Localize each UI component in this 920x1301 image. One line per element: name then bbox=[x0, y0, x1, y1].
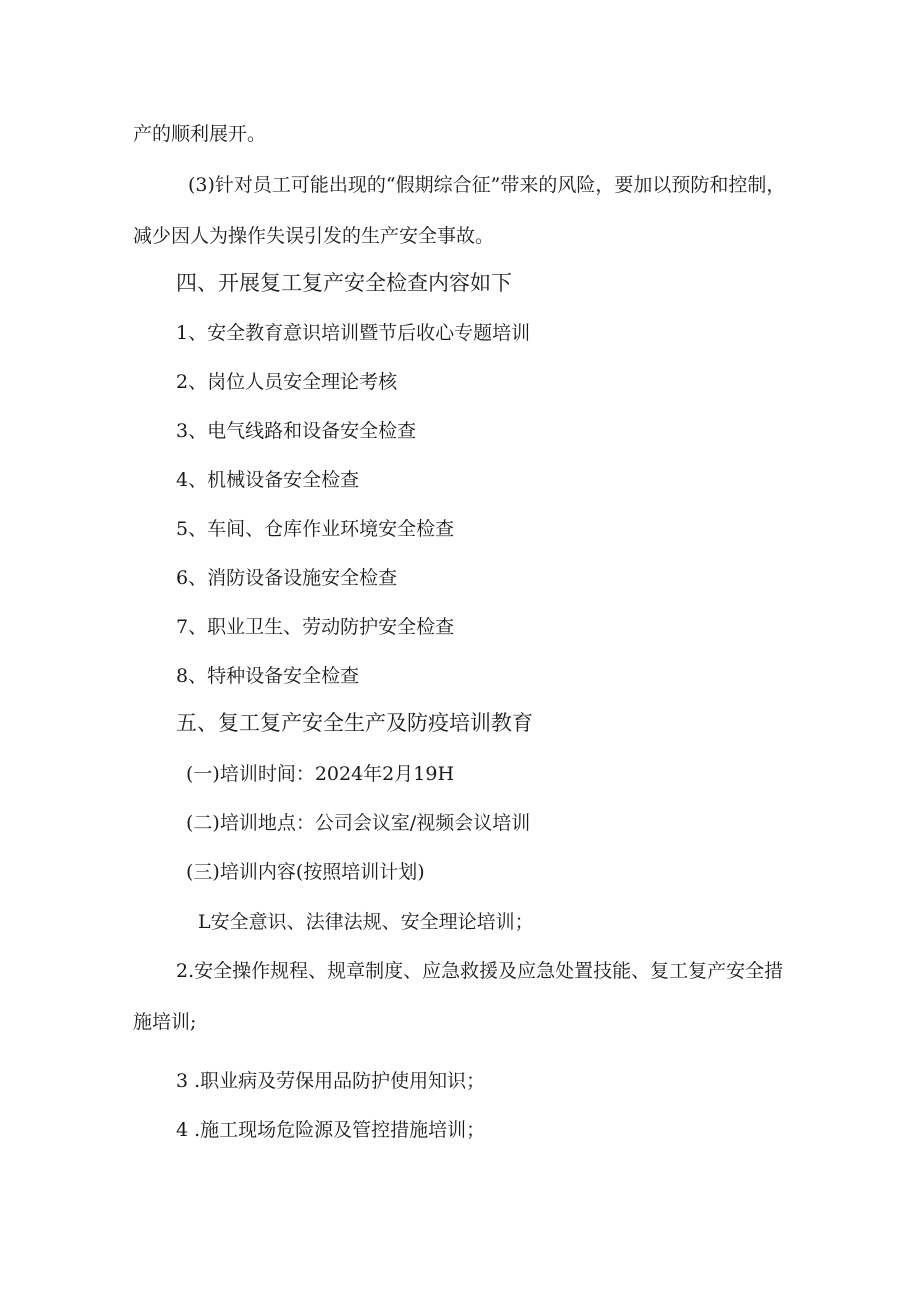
list-item: (三)培训内容(按照培训计划) bbox=[186, 861, 425, 883]
list-item: 2、岗位人员安全理论考核 bbox=[176, 371, 398, 393]
list-item: 7、职业卫生、劳动防护安全检查 bbox=[176, 616, 455, 638]
list-item-continuation: 施培训; bbox=[133, 1011, 197, 1033]
list-item: 4、机械设备安全检查 bbox=[176, 469, 360, 491]
list-item: 8、特种设备安全检查 bbox=[176, 665, 360, 687]
paragraph-line: 减少因人为操作失误引发的生产安全事故。 bbox=[133, 225, 495, 247]
list-item: 1、安全教育意识培训暨节后收心专题培训 bbox=[176, 322, 531, 344]
list-item: (一)培训时间：2024年2月19H bbox=[186, 763, 455, 785]
list-item: 3 .职业病及劳保用品防护使用知识； bbox=[176, 1070, 486, 1092]
list-item: 6、消防设备设施安全检查 bbox=[176, 567, 398, 589]
list-item: (二)培训地点：公司会议室/视频会议培训 bbox=[186, 812, 531, 834]
paragraph-line: 产的顺利展开。 bbox=[133, 123, 267, 145]
section-heading: 四、开展复工复产安全检查内容如下 bbox=[176, 271, 512, 295]
list-item: 4 .施工现场危险源及管控措施培训； bbox=[176, 1119, 486, 1141]
list-item: 5、车间、仓库作业环境安全检查 bbox=[176, 518, 455, 540]
list-item: L安全意识、法律法规、安全理论培训； bbox=[198, 911, 534, 933]
list-item: 3、电气线路和设备安全检查 bbox=[176, 420, 417, 442]
list-item: 2.安全操作规程、规章制度、应急救援及应急处置技能、复工复产安全措 bbox=[176, 960, 784, 982]
section-heading: 五、复工复产安全生产及防疫培训教育 bbox=[176, 711, 533, 735]
paragraph-line: (3)针对员工可能出现的“假期综合征”带来的风险，要加以预防和控制， bbox=[188, 174, 786, 196]
